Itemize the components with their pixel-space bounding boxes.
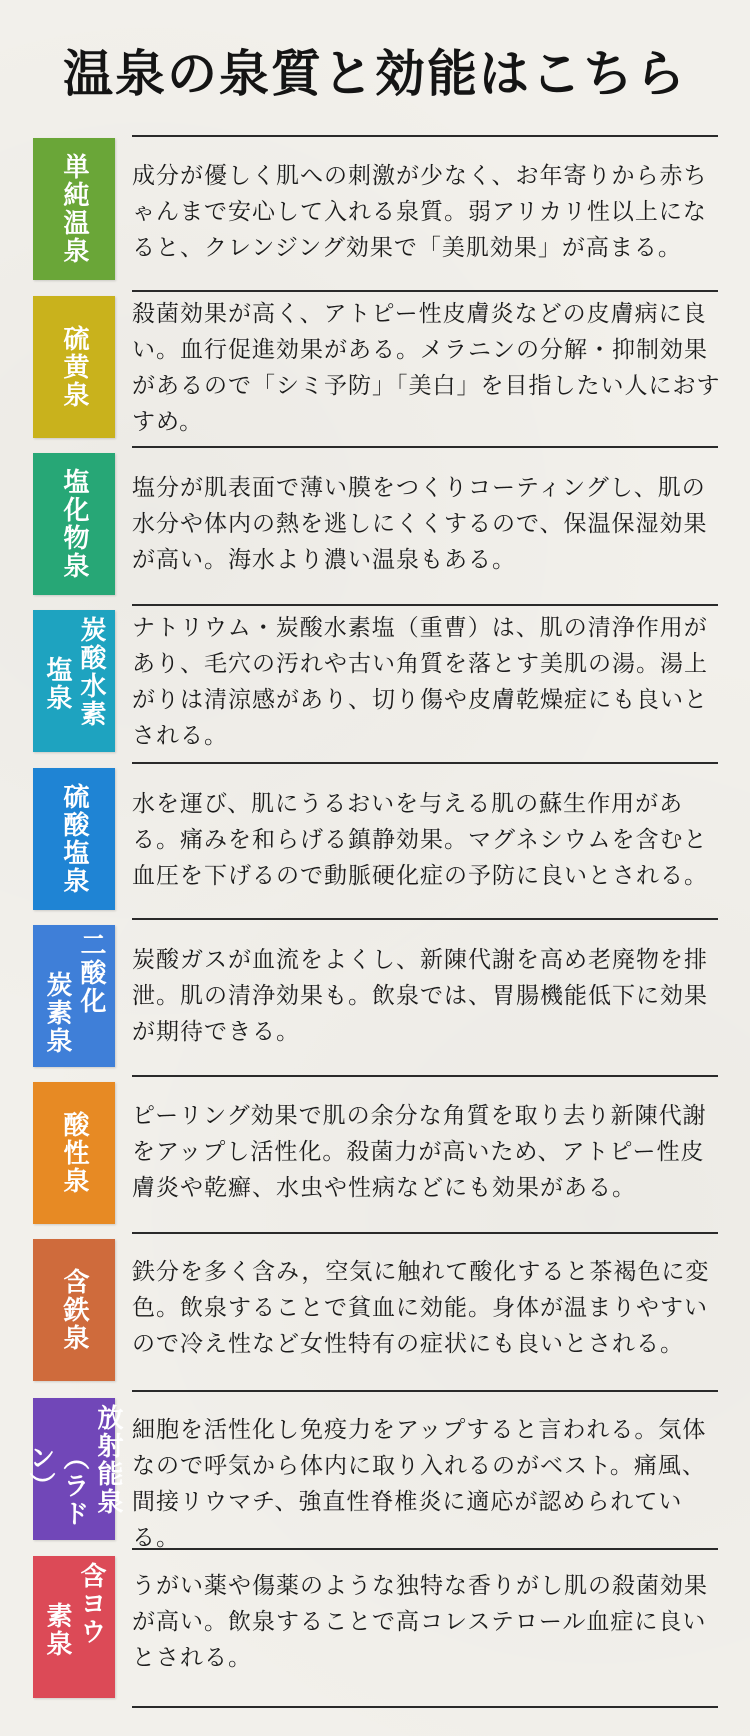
spring-description: 成分が優しく肌への刺激が少なく、お年寄りから赤ちゃんまで安心して入れる泉質。弱アリカリ性以上になると、クレンジング効果で「美肌効果」が高まる。 xyxy=(132,163,708,261)
spring-type-label-line: 単純温泉 xyxy=(59,153,89,265)
spring-type-label xyxy=(25,1398,123,1540)
spring-type-label xyxy=(33,925,115,1067)
page-title: 温泉の泉質と効能はこちら xyxy=(63,45,687,103)
spring-description: 塩分が肌表面で薄い膜をつくりコーティングし、肌の水分や体内の熱を逃しにくくするので、保温保湿効果が高い。海水より濃い温泉もある。 xyxy=(132,475,708,573)
spring-type-label-line: 放射能泉 xyxy=(93,1404,123,1516)
spring-type-label-line: 硫黄泉 xyxy=(59,325,89,409)
spring-type-label-line: 塩化物泉 xyxy=(59,468,89,580)
spring-type-label-line: 酸性泉 xyxy=(59,1111,89,1195)
spring-description: 殺菌効果が高く、アトピー性皮膚炎などの皮膚病に良い。血行促進効果がある。メラニンの分解・抑制効果があるので「シミ予防」「美白」を目指したい人におすすめ。 xyxy=(132,301,721,435)
spring-type-label-line: 二酸化 xyxy=(76,931,106,1015)
spring-description: うがい薬や傷薬のような独特な香りがし肌の殺菌効果が高い。飲泉することで高コレステロール血症に良いとされる。 xyxy=(132,1573,708,1671)
spring-type-label-line: 炭酸水素 xyxy=(76,616,106,728)
spring-type-label-line: 素泉 xyxy=(42,1602,72,1658)
spring-description: 水を運び、肌にうるおいを与える肌の蘇生作用がある。痛みを和らげる鎮静効果。マグネシウムを含むと血圧を下げるので動脈硬化症の予防に良いとされる。 xyxy=(132,791,708,889)
spring-type-label xyxy=(33,610,115,752)
spring-type-label xyxy=(33,768,115,910)
divider xyxy=(132,918,718,920)
divider xyxy=(132,290,718,292)
spring-type-label xyxy=(33,1556,115,1698)
spring-type-label-line: 含鉄泉 xyxy=(59,1268,89,1352)
spring-description: 鉄分を多く含み，空気に触れて酸化すると茶褐色に変色。飲泉することで貧血に効能。身体が温まりやすいので冷え性など女性特有の症状にも良いとされる。 xyxy=(132,1259,710,1357)
spring-description: ナトリウム・炭酸水素塩（重曹）は、肌の清浄作用があり、毛穴の汚れや古い角質を落とす美肌の湯。湯上がりは清涼感があり、切り傷や皮膚乾燥症にも良いとされる。 xyxy=(132,615,708,749)
spring-type-label xyxy=(33,453,115,595)
spring-type-label xyxy=(33,1239,115,1381)
divider xyxy=(132,1390,718,1392)
divider xyxy=(132,604,718,606)
spring-type-label-line: （ラドン） xyxy=(25,1444,89,1528)
divider xyxy=(132,1548,718,1550)
divider xyxy=(132,1232,718,1234)
divider xyxy=(132,446,718,448)
spring-type-label xyxy=(33,138,115,280)
spring-type-label xyxy=(33,296,115,438)
spring-description: 炭酸ガスが血流をよくし、新陳代謝を高め老廃物を排泄。肌の清浄効果も。飲泉では、胃腸機能低下に効果が期待できる。 xyxy=(132,947,708,1045)
spring-type-label xyxy=(33,1082,115,1224)
spring-type-label-line: 硫酸塩泉 xyxy=(59,783,89,895)
divider xyxy=(132,762,718,764)
spring-type-label-line: 塩泉 xyxy=(42,656,72,712)
divider xyxy=(132,1706,718,1708)
spring-type-label-line: 炭素泉 xyxy=(42,971,72,1055)
spring-description: 細胞を活性化し免疫力をアップすると言われる。気体なので呼気から体内に取り入れるのがベスト。痛風、間接リウマチ、強直性脊椎炎に適応が認められている。 xyxy=(132,1417,707,1551)
divider xyxy=(132,1075,718,1077)
divider xyxy=(132,135,718,137)
spring-description: ピーリング効果で肌の余分な角質を取り去り新陳代謝をアップし活性化。殺菌力が高いため、アトピー性皮膚炎や乾癬、水虫や性病などにも効果がある。 xyxy=(132,1103,707,1201)
spring-type-label-line: 含ヨウ xyxy=(76,1562,106,1646)
